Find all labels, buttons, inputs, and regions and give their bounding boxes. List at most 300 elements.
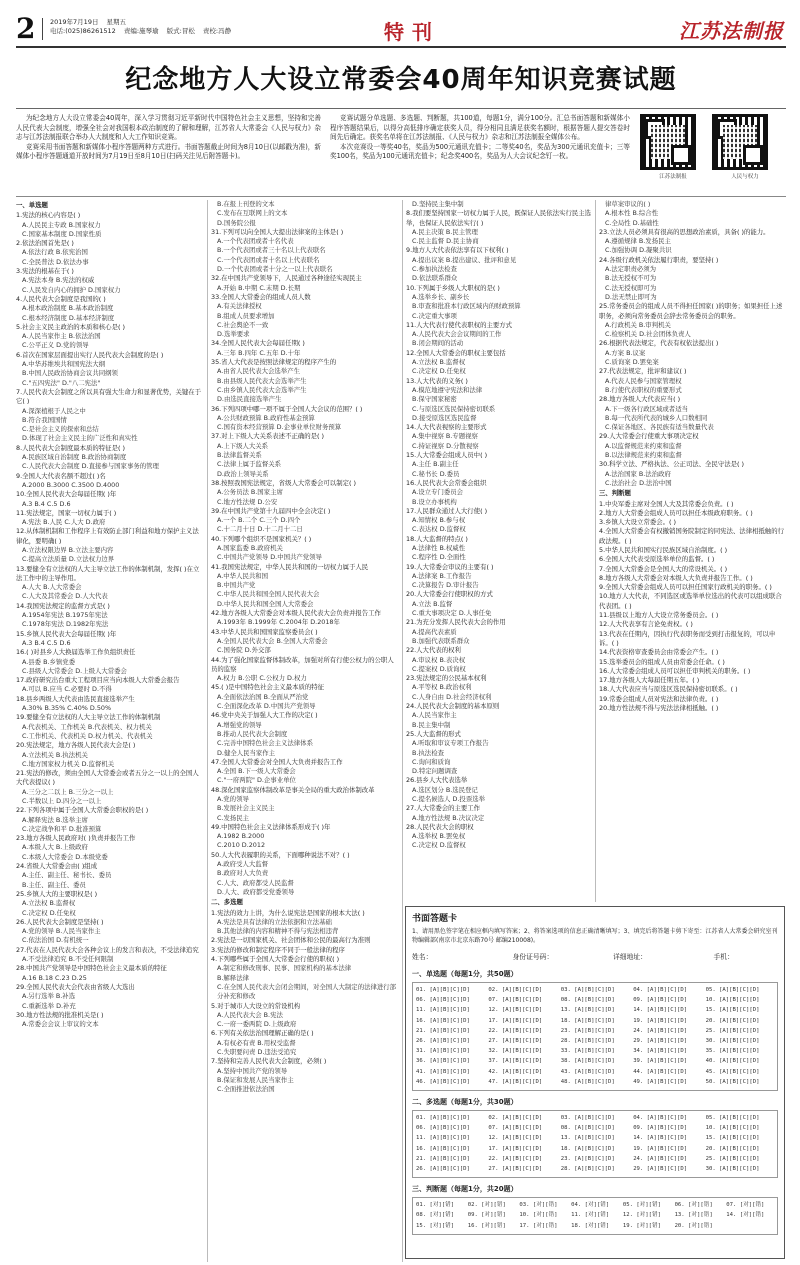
- question-text: 9.全国人大常委会组成人员可以担任国家行政机关的职务。( ): [599, 583, 772, 592]
- answer-cell[interactable]: 20. [A][B][C][D]: [705, 1017, 760, 1024]
- question-options: C.一个代表团或者十名以上代表联名: [217, 255, 320, 264]
- question-options: A.听取和审议专项工作报告: [412, 739, 489, 748]
- question-options: B.中国共产党: [217, 581, 256, 590]
- answer-cell[interactable]: 07. [对][错]: [726, 1202, 765, 1209]
- question-options: A.宪法本身 B.宪法的权威: [22, 276, 95, 285]
- question-options: A.县委 B.乡镇党委: [22, 657, 76, 666]
- question-options: A.中华苏维埃共和国宪法大纲: [22, 360, 105, 369]
- answer-cell[interactable]: 02. [A][B][C][D]: [488, 1115, 543, 1122]
- question-text: 10.全国人民代表大会每届任期( )年: [16, 490, 117, 499]
- answer-cell[interactable]: 15. [A][B][C][D]: [705, 1007, 760, 1014]
- question-options: A.下一级各行政区域或者适当: [605, 404, 688, 413]
- question-options: A.30% B.35% C.40% D.50%: [22, 704, 112, 713]
- intro-rule: [16, 196, 786, 197]
- question-text: 10.下列属于乡级人大职权的是( ): [406, 283, 500, 292]
- answer-cell[interactable]: 46. [A][B][C][D]: [416, 1078, 470, 1085]
- question-options: C.人大、政府都受人民监督: [217, 878, 294, 887]
- answer-cell[interactable]: 35. [A][B][C][D]: [705, 1048, 760, 1055]
- answer-cell[interactable]: 47. [A][B][C][D]: [488, 1078, 543, 1085]
- answer-cell[interactable]: 18. [A][B][C][D]: [560, 1017, 615, 1024]
- answer-cell[interactable]: 01. [A][B][C][D]: [416, 1115, 470, 1122]
- question-options: A.人大 B.人大常委会: [22, 583, 82, 592]
- question-text: 5.对于城市人大设立的常设机构: [211, 1001, 301, 1010]
- answer-cell[interactable]: 26. [A][B][C][D]: [416, 1166, 470, 1173]
- answer-cell[interactable]: 50. [A][B][C][D]: [705, 1078, 760, 1085]
- question-text: 39.在中国共产党第十九届四中全会决定( ): [211, 506, 331, 515]
- question-options: C.质询案 D.罢免案: [605, 358, 659, 367]
- answer-cell[interactable]: 38. [A][B][C][D]: [560, 1058, 615, 1065]
- question-options: A.方案 B.议案: [605, 348, 646, 357]
- question-options: A.选举乡长、副乡长: [412, 292, 470, 301]
- answer-cell[interactable]: 12. [对][错]: [622, 1212, 661, 1219]
- question-options: B.行使代表职权的重要形式: [605, 385, 682, 394]
- answer-cell[interactable]: 42. [A][B][C][D]: [488, 1068, 543, 1075]
- question-options: A.有关法律授权: [217, 302, 262, 311]
- answer-cell[interactable]: 37. [A][B][C][D]: [488, 1058, 543, 1065]
- question-options: C.人民发自内心的拥护 D.国家权力: [22, 285, 121, 294]
- answer-cell[interactable]: 28. [A][B][C][D]: [560, 1166, 615, 1173]
- answer-card-fields: [412, 951, 778, 961]
- question-options: C.秘书长 D.委员: [412, 469, 460, 478]
- answer-cell[interactable]: 13. [对][错]: [674, 1212, 713, 1219]
- question-options: A.人民代表大会会议期间的工作: [412, 330, 502, 339]
- question-options: A.民主决策 B.民主管理: [412, 227, 478, 236]
- question-text: 18.人大代表应当与原选区选民保持密切联系。( ): [599, 685, 738, 694]
- question-text: 37.对上下级人大关系表述不正确的是( ): [211, 432, 325, 441]
- question-options: B.闭会期间的活动: [412, 339, 464, 348]
- question-options: A.遵循规律 B.发扬民主: [605, 237, 671, 246]
- question-options: D.政治上领导关系: [217, 469, 269, 478]
- question-text: 2.地方人大常委会组成人员可以担任本级政府职务。( ): [599, 508, 753, 517]
- question-options: A.3 B.4 C.5 D.6: [22, 499, 71, 508]
- question-options: C.地方国家权力机关 D.监督机关: [22, 759, 115, 768]
- answer-cell[interactable]: 44. [A][B][C][D]: [633, 1068, 688, 1075]
- answer-cell[interactable]: 06. [A][B][C][D]: [416, 1125, 470, 1132]
- question-options: C.社会舆论不一致: [217, 320, 269, 329]
- answer-cell[interactable]: 10. [A][B][C][D]: [705, 1125, 760, 1132]
- multiple-choice-grid: [412, 1110, 778, 1178]
- answer-cell[interactable]: 12. [A][B][C][D]: [488, 1007, 543, 1014]
- answer-cell[interactable]: 15. [A][B][C][D]: [705, 1135, 760, 1142]
- answer-cell[interactable]: 10. [A][B][C][D]: [705, 997, 760, 1004]
- qr-code-2[interactable]: [712, 114, 778, 184]
- title-rule: [16, 108, 786, 109]
- question-text: 27.人大常委会的主要工作: [406, 804, 481, 813]
- question-options: A.人民代表大会 B.宪法: [217, 1010, 283, 1019]
- question-options: A.三分之二以上 B.三分之一以上: [22, 787, 114, 796]
- answer-cell[interactable]: 04. [A][B][C][D]: [633, 987, 688, 993]
- question-text: 40.下列哪个组织不是国家机关？( ): [211, 534, 312, 543]
- answer-cell[interactable]: 32. [A][B][C][D]: [488, 1048, 543, 1055]
- header-rule: [16, 46, 786, 48]
- answer-cell[interactable]: 12. [A][B][C][D]: [488, 1135, 543, 1142]
- question-text: 17.政府研究出台重大工程项目应当向本级人大常委会报告: [16, 676, 180, 685]
- question-options: D.接受原选区选民监督: [412, 413, 477, 422]
- question-text: 28.人民代表大会的职权: [406, 822, 474, 831]
- answer-card-title: 书面答题卡: [412, 914, 458, 924]
- question-options: B.设立办事机构: [412, 497, 457, 506]
- question-options: C.全面推进依法治国: [217, 1085, 275, 1094]
- question-options: C.地方性法规 D.公安: [217, 497, 278, 506]
- answer-cell[interactable]: 20. [对][错]: [674, 1222, 713, 1229]
- question-options: A.党的领导: [217, 795, 249, 803]
- question-options: A.根本政治制度 B.基本政治制度: [22, 304, 114, 313]
- question-options: C.决算报告 D.审计报告: [412, 581, 479, 590]
- answer-cell[interactable]: 49. [A][B][C][D]: [633, 1078, 688, 1085]
- question-options: C.决定权 D.任免权: [22, 908, 76, 917]
- question-options: A.可以 B.应当 C.必要时 D.不得: [22, 685, 112, 694]
- question-options: A.三年 B.四年 C.五年 D.十年: [217, 348, 301, 357]
- question-options: C.本级人大常委会 D.本级党委: [22, 852, 108, 861]
- question-options: C.国有资本经营预算 D.企事业单位财务预算: [217, 423, 342, 432]
- question-text: 28.中国共产党领导是中国特色社会主义最本质的特征: [16, 964, 167, 973]
- question-options: C.决定重大事项: [412, 311, 457, 320]
- answer-cell[interactable]: 21. [A][B][C][D]: [416, 1155, 470, 1162]
- question-options: B.组成人员要求增加: [217, 311, 275, 320]
- question-text: 13.代表在任期内，因执行代表职务而受到打击报复的，可以申诉。( ): [599, 629, 776, 647]
- answer-cell[interactable]: 05. [A][B][C][D]: [705, 1115, 760, 1122]
- question-options: A.上下级人大关系: [217, 441, 269, 450]
- question-options: C.十二月十日 D.十二月十二日: [217, 525, 303, 534]
- address-field[interactable]: 详细地址：: [613, 953, 647, 961]
- question-options: B.其他法律的内容和精神不得与宪法相违背: [217, 927, 339, 936]
- answer-cell[interactable]: 48. [A][B][C][D]: [560, 1078, 615, 1085]
- question-options: 律草案审议的( ): [605, 200, 651, 208]
- question-options: A.法律案 B.工作报告: [412, 571, 472, 580]
- question-options: A.宪法 B.人民 C.人大 D.政府: [22, 518, 106, 527]
- id-number-field[interactable]: 身份证号码：: [512, 953, 554, 961]
- question-options: C.表达权 D.监督权: [412, 525, 466, 534]
- answer-cell[interactable]: 14. [对][错]: [726, 1212, 765, 1219]
- answer-cell[interactable]: 40. [A][B][C][D]: [705, 1058, 760, 1065]
- answer-cell[interactable]: 09. [A][B][C][D]: [633, 997, 688, 1004]
- answer-cell[interactable]: 05. [对][错]: [622, 1202, 661, 1209]
- single-choice-heading: 一、单选题（每题1分，共50题）: [412, 970, 518, 978]
- qr-caption: 江苏法制报: [659, 174, 687, 180]
- question-options: B.发展社会主义民主: [217, 804, 275, 813]
- question-text: 5.中华人民共和国实行民族区域自治制度。( ): [599, 545, 728, 554]
- question-text: 10.地方人大代表，不同选区或选举单位选出的代表可以组成联合代表团。( ): [599, 592, 782, 610]
- question-options: B.主任、副主任、委员: [22, 880, 86, 889]
- question-options: A.地方性法规 B.决议决定: [412, 813, 485, 822]
- question-options: C.国家基本制度 D.国家性质: [22, 229, 102, 238]
- question-options: A.全国人民代表大会 B.全国人大常委会: [217, 636, 328, 645]
- answer-cell[interactable]: 11. [A][B][C][D]: [416, 1135, 470, 1142]
- column-divider: [207, 200, 208, 1262]
- answer-cell[interactable]: 17. [A][B][C][D]: [488, 1017, 543, 1024]
- answer-cell[interactable]: 39. [A][B][C][D]: [633, 1058, 688, 1065]
- qr-code-1[interactable]: [640, 114, 706, 184]
- question-text: 48.深化国家监察体制改革是事关全局的重大政治体制改革: [211, 785, 375, 794]
- question-options: A.提出议案 B.提出建议、批评和意见: [412, 255, 517, 264]
- answer-cell[interactable]: 34. [A][B][C][D]: [633, 1048, 688, 1055]
- answer-cell[interactable]: 30. [A][B][C][D]: [705, 1038, 760, 1045]
- qr-code-icon: [640, 114, 696, 170]
- answer-cell[interactable]: 20. [A][B][C][D]: [705, 1145, 760, 1152]
- section-label: 特刊: [384, 20, 440, 44]
- question-text: 8.地方各级人大常委会对本级人大负责并报告工作。( ): [599, 573, 753, 582]
- question-options: C.全面深化改革 D.中国共产党领导: [217, 702, 316, 711]
- intro-left: [16, 114, 321, 162]
- intro-paragraph: 为纪念地方人大设立常委会40周年，深入学习贯彻习近平新时代中国特色社会主义思想，坚持和完善人民代表大会制度，增强全社会对我国根本政治制度的了解和理解，江苏省人大常委会《人民与权力》杂志与江苏法制报联合举办人大制度和人大工作知识竞赛。: [16, 114, 321, 142]
- question-text: 25.常务委员会的组成人员不得担任国家( )的职务；如果担任上述职务，必须向常务委员会辞去常务委员会的职务。: [599, 302, 783, 320]
- question-text: 16.人民代表大会常委会组织: [406, 478, 487, 487]
- question-text: 7.人民代表大会制度之所以具有强大生命力和显著优势，关键在于它( ): [16, 387, 202, 406]
- question-text: 43.中华人民共和国国家监察委员会( ): [211, 627, 318, 636]
- question-options: B.由县级人民代表大会选举产生: [217, 376, 307, 385]
- question-options: D.健全人民当家作主: [217, 748, 276, 757]
- question-text: 1.宪法的核心内容是( ): [16, 211, 81, 220]
- answer-cell[interactable]: 16. [A][B][C][D]: [416, 1145, 470, 1152]
- question-options: C.询问和质询: [412, 757, 451, 766]
- multiple-choice-heading: 二、多选题（每题1分，共30题）: [412, 1098, 518, 1107]
- answer-cell[interactable]: 36. [A][B][C][D]: [416, 1058, 470, 1065]
- questions-column-4: [599, 200, 785, 902]
- question-text: 36.下列四项中哪一项不属于全国人大会议的范围？( ): [211, 404, 363, 413]
- question-text: 3.宪法的根基在于( ): [16, 267, 74, 276]
- question-options: D.人大、政府都受党委领导: [217, 887, 295, 896]
- name-field[interactable]: 姓名：: [412, 953, 433, 961]
- answer-card: [405, 906, 785, 1259]
- answer-cell[interactable]: 08. [A][B][C][D]: [560, 997, 615, 1004]
- question-options: C.中华人民共和国全国人民代表大会: [217, 590, 320, 599]
- question-options: C.1978年宪法 D.1982年宪法: [22, 620, 109, 629]
- question-options: A.人民当家作主: [412, 711, 457, 720]
- answer-cell[interactable]: 05. [A][B][C][D]: [705, 987, 760, 993]
- question-options: A.权力 B.公职 C.公权力 D.权力: [217, 674, 307, 683]
- question-options: A.行政机关 B.审判机关: [605, 320, 671, 329]
- question-text: 25.乡镇人大的主要职权是( ): [16, 889, 98, 898]
- question-options: A.立法权限边界 B.立法主要内容: [22, 545, 114, 554]
- answer-cell[interactable]: 19. [A][B][C][D]: [633, 1145, 688, 1152]
- question-options: C.中国共产党领导 D.中国共产党领导: [217, 553, 322, 562]
- answer-cell[interactable]: 07. [A][B][C][D]: [488, 997, 543, 1004]
- question-text: 8.我们要坚持国家一切权力属于人民，既保证人民依法实行民主选举，也保证人民依法实行( ): [406, 209, 592, 227]
- answer-cell[interactable]: 02. [A][B][C][D]: [488, 987, 543, 993]
- section-heading: 一、单选题: [16, 201, 48, 209]
- question-options: A.全面依法治国 B.全面从严治党: [217, 692, 309, 701]
- answer-cell[interactable]: 41. [A][B][C][D]: [416, 1068, 470, 1075]
- answer-cell[interactable]: 45. [A][B][C][D]: [705, 1068, 760, 1075]
- question-options: A.中华人民共和国: [217, 571, 269, 580]
- question-text: 21.为充分发挥人民代表大会的作用: [406, 618, 506, 627]
- question-options: D.特定问题调查: [412, 767, 458, 776]
- question-options: A.人民民主专政 B.国家权力: [22, 220, 101, 229]
- question-text: 26.根据代表法规定，代表有权依法提出( ): [599, 339, 719, 348]
- answer-cell[interactable]: 14. [A][B][C][D]: [633, 1007, 688, 1014]
- answer-cell[interactable]: 29. [A][B][C][D]: [633, 1166, 688, 1173]
- question-options: C.提名候选人 D.投票选举: [412, 795, 485, 803]
- answer-cell[interactable]: 02. [对][错]: [467, 1202, 506, 1209]
- answer-cell[interactable]: 17. [对][错]: [519, 1222, 558, 1229]
- question-text: 42.地方各级人大常委会对本级人民代表大会负责并报告工作: [211, 609, 381, 618]
- question-text: 15.乡镇人民代表大会每届任期( )年: [16, 629, 117, 638]
- question-options: A.人民当家作主 B.依法治国: [22, 332, 101, 341]
- question-options: A.选举权 B.罢免权: [412, 832, 466, 841]
- answer-cell[interactable]: 03. [A][B][C][D]: [560, 1115, 615, 1122]
- question-options: A.另行选举 B.补选: [22, 992, 76, 1001]
- question-options: C."一府两院" D.企事业单位: [217, 776, 296, 785]
- answer-cell[interactable]: 27. [A][B][C][D]: [488, 1166, 543, 1173]
- answer-cell[interactable]: 19. [对][错]: [622, 1222, 661, 1229]
- question-options: A.立法 B.监督: [412, 599, 453, 608]
- answer-cell[interactable]: 11. [A][B][C][D]: [416, 1007, 470, 1014]
- question-options: D.依法联系群众: [412, 274, 458, 283]
- question-options: C.人民代表大会制度 D.直接参与国家事务的管理: [22, 462, 159, 471]
- answer-cell[interactable]: 25. [A][B][C][D]: [705, 1027, 760, 1034]
- question-text: 14.代表资格审查委员会由常委会产生。( ): [599, 648, 719, 657]
- question-text: 11.人大代表行使代表职权的主要方式: [406, 320, 513, 329]
- answer-cell[interactable]: 09. [A][B][C][D]: [633, 1125, 688, 1132]
- question-options: A.有权必有责 B.用权受监督: [217, 1038, 296, 1047]
- question-text: 44.为了强化国家监督体制改革，加强对所有行使公权力的公职人员的监察: [211, 655, 394, 673]
- question-text: 17.地方各级人大每届任期五年。( ): [599, 676, 700, 685]
- question-text: 17.人民群众通过人大行使( ): [406, 506, 488, 515]
- question-options: B.执法检查: [412, 748, 444, 757]
- newspaper-brand: 江苏法制报: [679, 19, 784, 43]
- question-options: C.在全国人民代表大会闭会期间，对全国人大制定的法律进行部分补充和修改: [217, 982, 397, 1001]
- question-text: 27.代表在人民代表大会各种会议上的发言和表决，不受法律追究: [16, 945, 199, 954]
- answer-cell[interactable]: 09. [对][错]: [467, 1212, 506, 1219]
- question-text: 12.人大代表享有言论免责权。( ): [599, 620, 693, 629]
- answer-cell[interactable]: 24. [A][B][C][D]: [633, 1027, 688, 1034]
- question-text: 6.下列有关依法治国理解正确的是( ): [211, 1029, 314, 1038]
- answer-cell[interactable]: 13. [A][B][C][D]: [560, 1135, 615, 1142]
- question-text: 18.县乡两级人大代表由选民直接选举产生: [16, 694, 135, 703]
- question-text: 4.全国人大常委会有权撤销国务院制定的同宪法、法律相抵触的行政法规。( ): [599, 527, 785, 545]
- answer-cell[interactable]: 06. [对][错]: [674, 1202, 713, 1209]
- question-options: A.全国 B.下一级人大常委会: [217, 767, 296, 776]
- answer-cell[interactable]: 30. [A][B][C][D]: [705, 1166, 760, 1173]
- answer-cell[interactable]: 28. [A][B][C][D]: [560, 1038, 615, 1045]
- page-header: [16, 12, 786, 46]
- question-options: C.检察机关 D.社会团体负责人: [605, 330, 691, 339]
- question-options: D.坚持民主集中制: [412, 200, 464, 208]
- question-text: 31.下列可以向全国人大提出法律案的主体是( ): [211, 227, 344, 236]
- question-text: 24.各级行政机关依法履行职责，要坚持( ): [599, 255, 719, 264]
- question-text: 35.省人大代表是按照法律规定的程序产生的: [211, 358, 337, 367]
- question-text: 14.人大代表视察的主要形式: [406, 423, 487, 432]
- question-options: B.法无授权不可为: [605, 274, 657, 283]
- question-text: 3.乡镇人大设立常委会。( ): [599, 518, 677, 527]
- answer-cell[interactable]: 08. [对][错]: [416, 1212, 455, 1219]
- answer-cell[interactable]: 26. [A][B][C][D]: [416, 1038, 470, 1045]
- header-proofreader: 责校:冯静: [202, 27, 232, 35]
- column-divider: [402, 200, 403, 1262]
- question-text: 19.要健全有立法权的人大主导立法工作的体制机制: [16, 713, 161, 722]
- answer-cell[interactable]: 04. [A][B][C][D]: [633, 1115, 688, 1122]
- question-options: B.法律监督关系: [217, 451, 262, 460]
- question-options: C.重大事项决定 D.人事任免: [412, 609, 492, 618]
- answer-cell[interactable]: 03. [对][错]: [519, 1202, 558, 1209]
- answer-cell[interactable]: 10. [对][错]: [519, 1212, 558, 1219]
- answer-cell[interactable]: 16. [A][B][C][D]: [416, 1017, 470, 1024]
- question-options: B.以法律规范来约束和监督: [605, 451, 682, 460]
- question-text: 23.宪法规定的公民基本权利: [406, 674, 487, 683]
- question-options: A.坚持中国共产党的领导: [217, 1066, 288, 1075]
- answer-cell[interactable]: 03. [A][B][C][D]: [560, 987, 615, 993]
- answer-cell[interactable]: 15. [对][错]: [416, 1222, 455, 1229]
- question-options: A.法律性 B.权威性: [412, 543, 466, 552]
- question-text: 49.中国特色社会主义法律体系形成于( )年: [211, 822, 331, 831]
- question-options: C.重新选举 D.补充: [22, 1001, 76, 1010]
- question-options: A.审议权 B.表决权: [412, 655, 466, 664]
- answer-cell[interactable]: 13. [A][B][C][D]: [560, 1007, 615, 1014]
- answer-cell[interactable]: 24. [A][B][C][D]: [633, 1155, 688, 1162]
- header-date-line: [50, 18, 237, 27]
- question-options: C.决定权 D.任免权: [412, 367, 466, 376]
- question-options: C.依法治国 D.有机统一: [22, 936, 89, 945]
- answer-cell[interactable]: 01. [对][错]: [416, 1202, 455, 1209]
- answer-cell[interactable]: 04. [对][错]: [571, 1202, 610, 1209]
- answer-cell[interactable]: 31. [A][B][C][D]: [416, 1048, 470, 1055]
- question-options: A.2000 B.3000 C.3500 D.4000: [22, 480, 120, 489]
- question-options: C.发扬民主: [217, 813, 250, 822]
- question-text: 23.立法人员必须具有很高的思想政治素质，具备( )的能力。: [599, 227, 770, 236]
- answer-cell[interactable]: 22. [A][B][C][D]: [488, 1027, 543, 1034]
- answer-cell[interactable]: 14. [A][B][C][D]: [633, 1135, 688, 1142]
- answer-cell[interactable]: 33. [A][B][C][D]: [560, 1048, 615, 1055]
- qr-caption: 人民与权力: [731, 174, 759, 180]
- question-text: 26.县乡人大代表选举: [406, 776, 468, 785]
- question-options: D.一个代表团或者十分之一以上代表联名: [217, 265, 333, 274]
- question-options: A.常委会会议上审议的文本: [22, 1020, 99, 1029]
- answer-cell[interactable]: 07. [A][B][C][D]: [488, 1125, 543, 1132]
- section-heading: 三、判断题: [599, 489, 631, 498]
- answer-cell[interactable]: 18. [对][错]: [571, 1222, 610, 1229]
- answer-cell[interactable]: 11. [对][错]: [571, 1212, 610, 1219]
- answer-cell[interactable]: 01. [A][B][C][D]: [416, 987, 470, 993]
- question-text: 16.( )对县乡人大换届选举工作负组织责任: [16, 648, 136, 657]
- question-options: C.加强协调 D.凝聚共识: [605, 246, 672, 255]
- answer-cell[interactable]: 22. [A][B][C][D]: [488, 1155, 543, 1162]
- answer-cell[interactable]: 27. [A][B][C][D]: [488, 1038, 543, 1045]
- question-options: B.符合我国国情: [22, 415, 67, 424]
- single-choice-grid: [412, 982, 778, 1091]
- answer-cell[interactable]: 25. [A][B][C][D]: [705, 1155, 760, 1162]
- answer-cell[interactable]: 19. [A][B][C][D]: [633, 1017, 688, 1024]
- question-options: C.持证视察 D.分散视察: [412, 441, 479, 450]
- answer-cell[interactable]: 08. [A][B][C][D]: [560, 1125, 615, 1132]
- question-text: 7.全国人大常委会是全国人大的常设机关。( ): [599, 564, 728, 573]
- question-options: B.每一代表所代表的城乡人口数相同: [605, 413, 708, 422]
- question-options: A.模范地遵守宪法和法律: [412, 385, 483, 394]
- question-options: C.发布在互联网上的文本: [217, 209, 288, 218]
- question-text: 16.人大常委会组成人员可以担任审判机关的职务。( ): [599, 666, 751, 675]
- answer-cell[interactable]: 18. [A][B][C][D]: [560, 1145, 615, 1152]
- page-title: 纪念地方人大设立常委会40周年知识竞赛试题: [125, 65, 677, 95]
- answer-cell[interactable]: 29. [A][B][C][D]: [633, 1038, 688, 1045]
- intro-middle: [330, 114, 630, 162]
- answer-cell[interactable]: 43. [A][B][C][D]: [560, 1068, 615, 1075]
- answer-cell[interactable]: 23. [A][B][C][D]: [560, 1155, 615, 1162]
- answer-cell[interactable]: 21. [A][B][C][D]: [416, 1027, 470, 1034]
- question-options: A.1982 B.2000: [217, 832, 265, 841]
- question-text: 21.宪法的修改，须由全国人大常委会或者五分之一以上的全国人大代表提议( ): [16, 769, 199, 787]
- answer-cell[interactable]: 16. [对][错]: [467, 1222, 506, 1229]
- question-options: A.增强党的领导: [217, 720, 262, 729]
- question-options: C.程序性 D.全面性: [412, 553, 466, 562]
- answer-cell[interactable]: 06. [A][B][C][D]: [416, 997, 470, 1004]
- question-options: D.法无禁止即可为: [605, 292, 657, 301]
- answer-cell[interactable]: 17. [A][B][C][D]: [488, 1145, 543, 1152]
- question-options: C.半数以上 D.四分之一以上: [22, 797, 102, 805]
- phone-field[interactable]: 手机：: [713, 953, 734, 961]
- answer-cell[interactable]: 23. [A][B][C][D]: [560, 1027, 615, 1034]
- question-options: B.加强代表联系群众: [412, 636, 470, 645]
- question-text: 1.中央军委主席对全国人大及其常委会负责。( ): [599, 499, 734, 508]
- question-text: 25.人大监督的形式: [406, 729, 461, 738]
